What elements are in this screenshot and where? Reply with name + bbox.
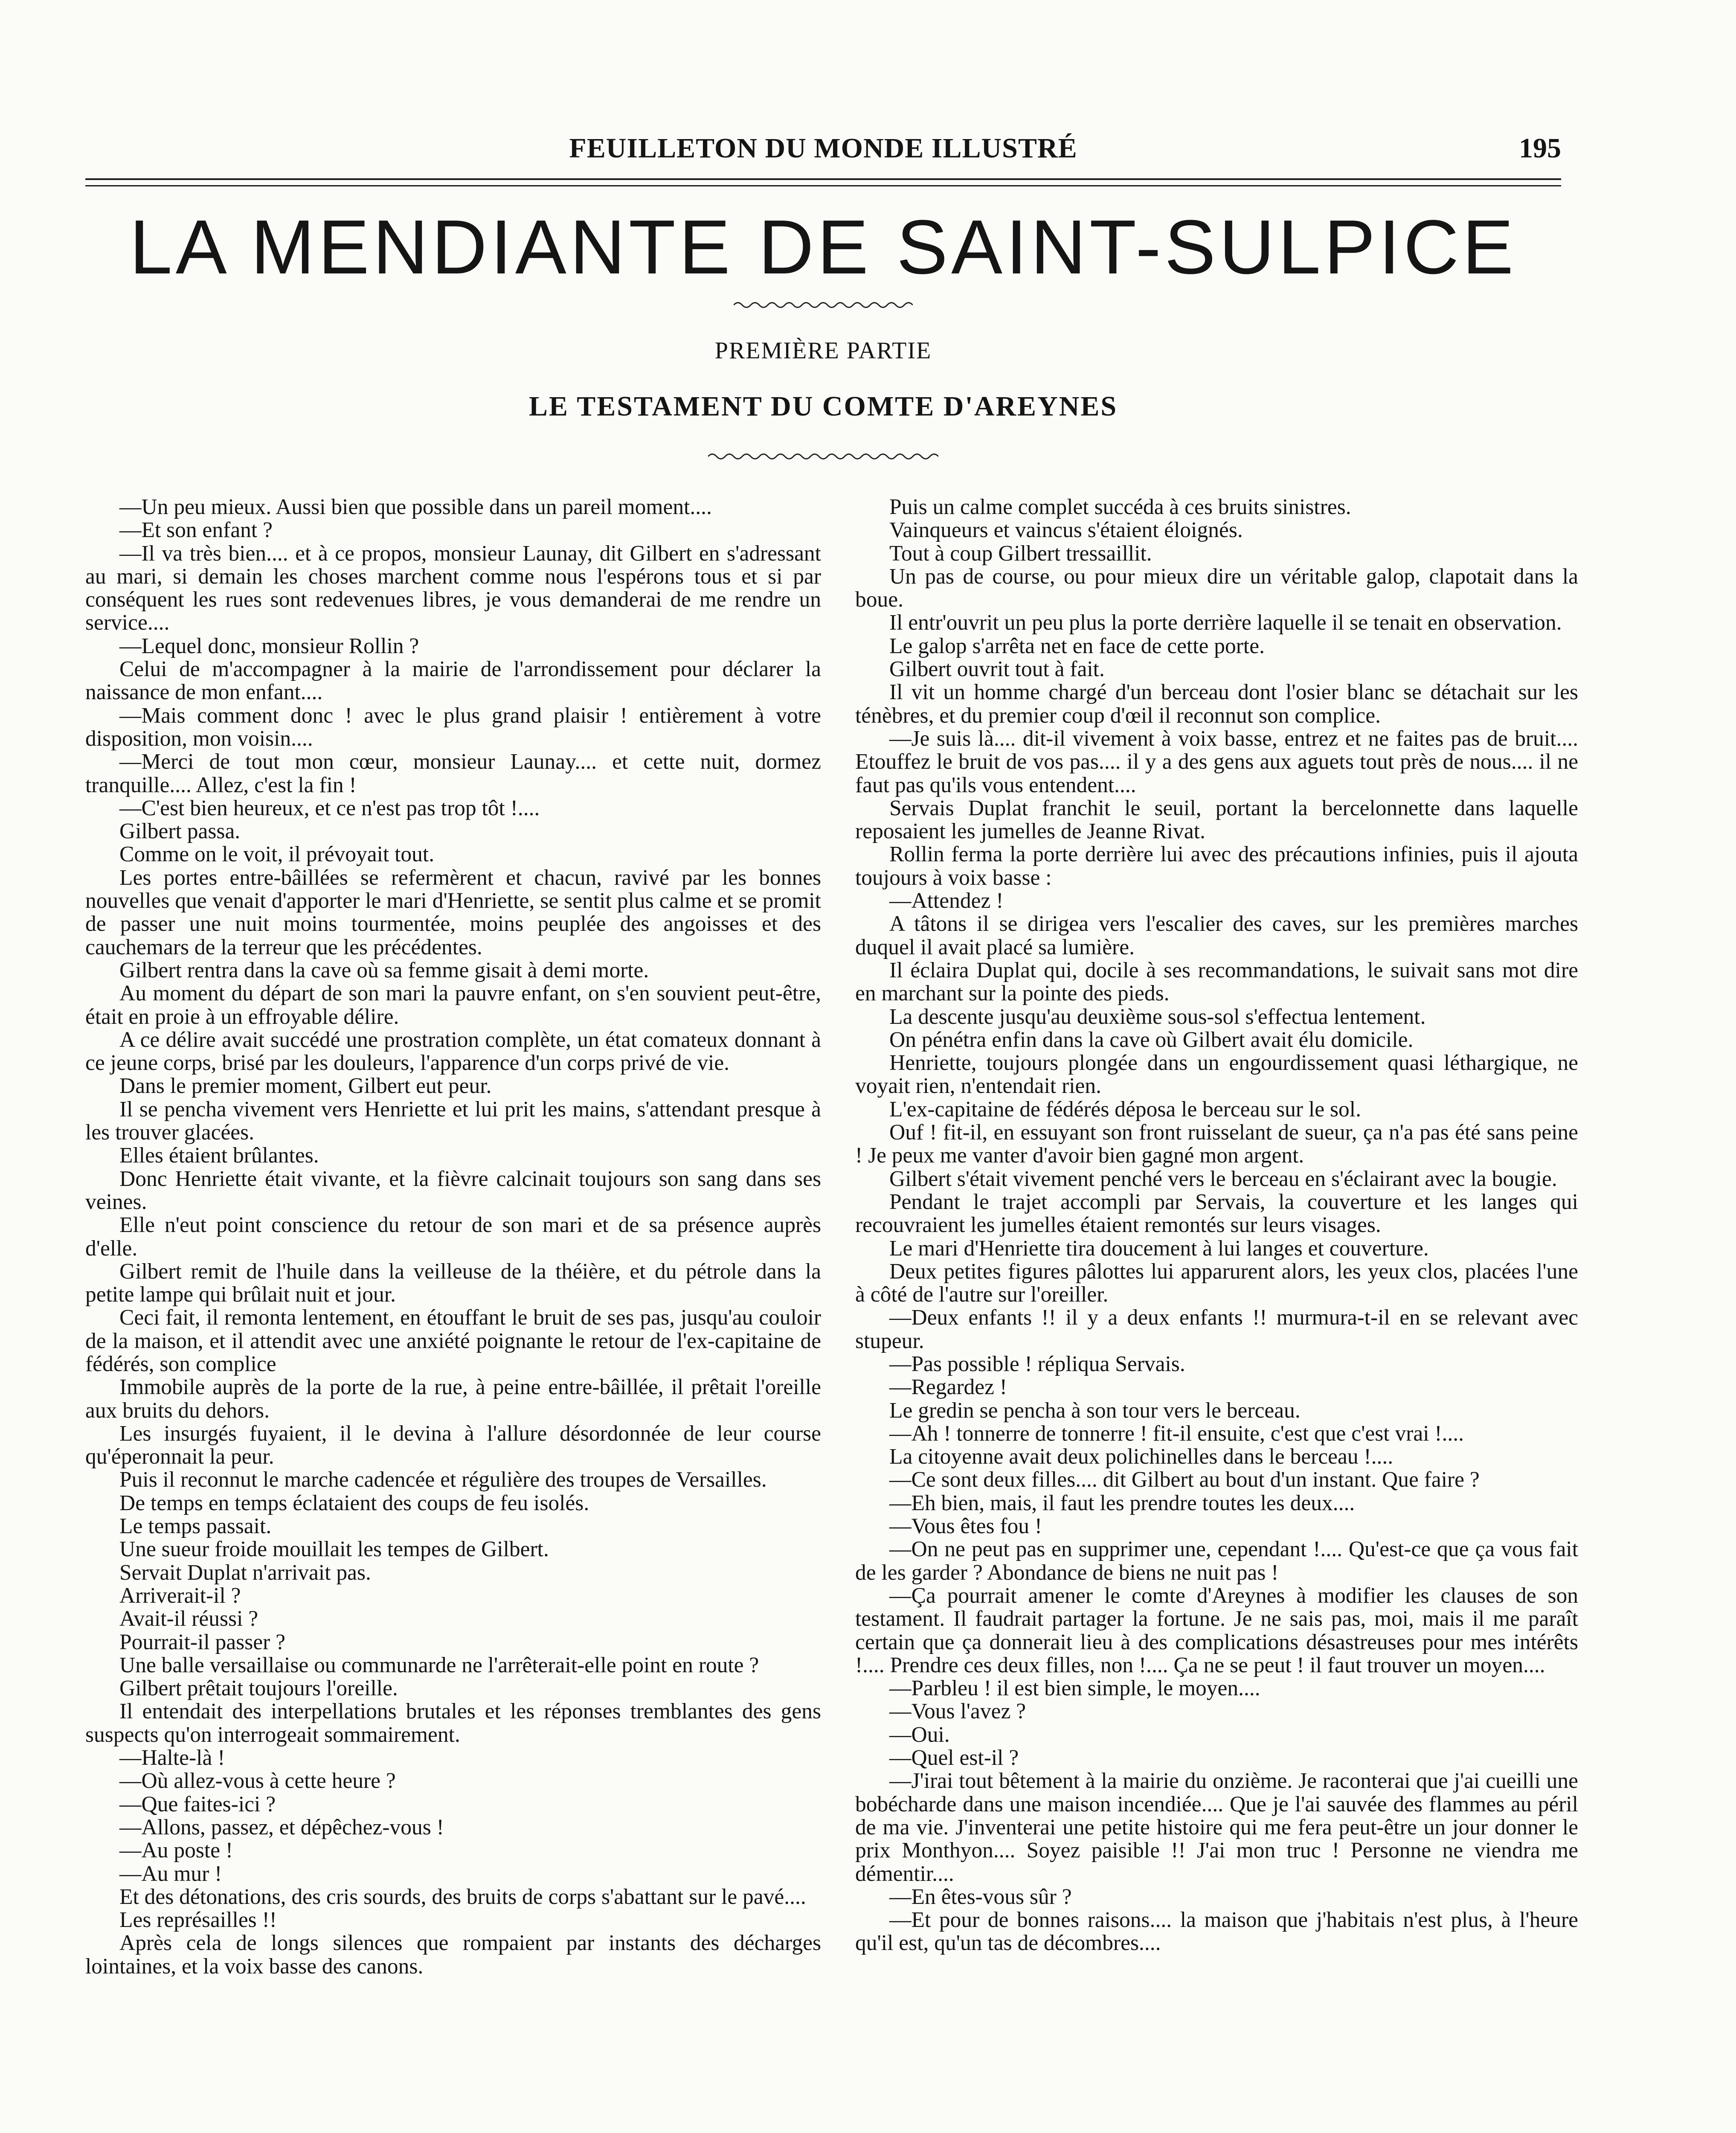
paragraph: Pourrait-il passer ? <box>119 1630 285 1654</box>
paragraph: Le galop s'arrêta net en face de cette porte. <box>889 634 1265 658</box>
paragraph: Au moment du départ de son mari la pauvre enfant, on s'en souvient peut-être, était en proie à un effroyable délire. <box>85 981 821 1029</box>
paragraph: —Que faites-ici ? <box>119 1792 276 1816</box>
paragraph: —Lequel donc, monsieur Rollin ? <box>119 634 419 658</box>
paragraph: Une balle versaillaise ou communarde ne l'arrêterait-elle point en route ? <box>119 1653 759 1677</box>
running-header <box>85 128 1561 166</box>
paragraph: La citoyenne avait deux polichinelles dans le berceau !.... <box>889 1444 1393 1469</box>
paragraph: Les portes entre-bâillées se refermèrent et chacun, ravivé par les bonnes nouvelles que venait d'apporter le mari d'Henriette, se sentit plus calme et se promit de passer une nuit moins tourmentée, moins peuplée des angoisses et des cauchemars de la terreur que les précédentes. <box>85 865 821 959</box>
paragraph: Il vit un homme chargé d'un berceau dont l'osier blanc se détachait sur les ténèbres, et du premier coup d'œil il reconnut son complice. <box>855 680 1578 728</box>
paragraph: Puis il reconnut le marche cadencée et régulière des troupes de Versailles. <box>119 1468 767 1492</box>
paragraph: —Je suis là.... dit-il vivement à voix basse, entrez et ne faites pas de bruit.... Etouffez le bruit de vos pas.... il y a des gens aux aguets tout près de nous.... il ne faut pas qu'ils vous entendent.... <box>855 726 1578 797</box>
paragraph: Avait-il réussi ? <box>119 1607 258 1631</box>
paragraph: —Halte-là ! <box>119 1746 225 1770</box>
paragraph: De temps en temps éclataient des coups de feu isolés. <box>119 1491 589 1515</box>
paragraph: Deux petites figures pâlottes lui apparurent alors, les yeux clos, placées l'une à côté de l'autre sur l'oreiller. <box>855 1259 1578 1307</box>
header-rule <box>85 178 1561 186</box>
page-number: 195 <box>1519 133 1561 164</box>
paragraph: Un pas de course, ou pour mieux dire un véritable galop, clapotait dans la boue. <box>855 564 1578 612</box>
paragraph: Dans le premier moment, Gilbert eut peur. <box>119 1074 492 1098</box>
serial-title: LA MENDIANTE DE SAINT-SULPICE <box>129 204 1517 290</box>
paragraph: Ceci fait, il remonta lentement, en étouffant le bruit de ses pas, jusqu'au couloir de la maison, et il attendit avec une anxiété poignante le retour de l'ex-capitaine de fédérés, son complice <box>85 1305 821 1376</box>
paragraph: —Regardez ! <box>889 1375 1007 1400</box>
paragraph: —J'irai tout bêtement à la mairie du onzième. Je raconterai que j'ai cueilli une bobécharde dans une maison incendiée.... Que je l'ai sauvée des flammes au péril de ma vie. J'inventerai une petite histoire qui me fera peut-être un jour donner le prix Monthyon.... Soyez paisible !! J'ai mon truc ! Personne ne viendra me démentir.... <box>855 1769 1578 1886</box>
paragraph: Tout à coup Gilbert tressaillit. <box>889 541 1152 566</box>
paragraph: —Vous l'avez ? <box>889 1699 1026 1724</box>
running-title: FEUILLETON DU MONDE ILLUSTRÉ <box>569 133 1077 164</box>
section-flourish-ornament <box>708 450 938 463</box>
paragraph: —C'est bien heureux, et ce n'est pas trop tôt !.... <box>119 796 540 820</box>
paragraph: Vainqueurs et vaincus s'étaient éloignés. <box>889 518 1243 543</box>
paragraph: Après cela de longs silences que rompaient par instants des décharges lointaines, et la voix basse des canons. <box>85 1931 821 1979</box>
paragraph: —En êtes-vous sûr ? <box>889 1884 1072 1909</box>
paragraph: —Pas possible ! répliqua Servais. <box>889 1351 1185 1376</box>
paragraph: Le gredin se pencha à son tour vers le berceau. <box>889 1398 1301 1423</box>
paragraph: —Ah ! tonnerre de tonnerre ! fit-il ensuite, c'est que c'est vrai !.... <box>889 1421 1464 1446</box>
paragraph: —Oui. <box>889 1722 950 1747</box>
paragraph: A ce délire avait succédé une prostration complète, un état comateux donnant à ce jeune corps, brisé par les douleurs, l'apparence d'un corps privé de vie. <box>85 1027 821 1075</box>
paragraph: —Vous êtes fou ! <box>889 1514 1042 1539</box>
paragraph: Pendant le trajet accompli par Servais, la couverture et les langes qui recouvraient les jumelles étaient remontés sur leurs visages. <box>855 1189 1578 1238</box>
paragraph: Gilbert passa. <box>119 819 241 844</box>
paragraph: A tâtons il se dirigea vers l'escalier des caves, sur les premières marches duquel il avait placé sa lumière. <box>855 912 1578 959</box>
paragraph: Il entendait des interpellations brutales et les réponses tremblantes des gens suspects qu'on interrogeait sommairement. <box>85 1699 821 1747</box>
paragraph: Immobile auprès de la porte de la rue, à peine entre-bâillée, il prêtait l'oreille aux bruits du dehors. <box>85 1375 821 1423</box>
left-text-column <box>85 496 821 1978</box>
paragraph: —Allons, passez, et dépêchez-vous ! <box>119 1815 444 1839</box>
paragraph: Et des détonations, des cris sourds, des bruits de corps s'abattant sur le pavé.... <box>119 1884 806 1909</box>
paragraph: Il se pencha vivement vers Henriette et lui prit les mains, s'attendant presque à les trouver glacées. <box>85 1097 821 1145</box>
paragraph: Servais Duplat franchit le seuil, portant la bercelonnette dans laquelle reposaient les jumelles de Jeanne Rivat. <box>855 796 1578 844</box>
paragraph: —Il va très bien.... et à ce propos, monsieur Launay, dit Gilbert en s'adressant au mari, si demain les choses marchent comme nous l'espérons tous et si par conséquent les rues sont redevenues libres, je vous demanderai de me rendre un service.... <box>85 541 821 635</box>
paragraph: Henriette, toujours plongée dans un engourdissement quasi léthargique, ne voyait rien, n'entendait rien. <box>855 1051 1578 1098</box>
paragraph: —Eh bien, mais, il faut les prendre toutes les deux.... <box>889 1491 1355 1515</box>
paragraph: Gilbert rentra dans la cave où sa femme gisait à demi morte. <box>119 958 649 982</box>
paragraph: Rollin ferma la porte derrière lui avec des précautions infinies, puis il ajouta toujours à voix basse : <box>855 842 1578 890</box>
paragraph: —Au poste ! <box>119 1838 233 1863</box>
paragraph: —Ça pourrait amener le comte d'Areynes à modifier les clauses de son testament. Il faudrait partager la fortune. Je ne sais pas, moi, mais il me paraît certain que ça donnerait lieu à des complications désastreuses pour mes intérêts !.... Prendre ces deux filles, non !.... Ça ne se peut ! il faut trouver un moyen.... <box>855 1583 1578 1677</box>
right-text-column <box>855 496 1578 1955</box>
paragraph: L'ex-capitaine de fédérés déposa le berceau sur le sol. <box>889 1097 1361 1122</box>
paragraph: Elle n'eut point conscience du retour de son mari et de sa présence auprès d'elle. <box>85 1213 821 1261</box>
paragraph: Puis un calme complet succéda à ces bruits sinistres. <box>889 495 1351 519</box>
paragraph: Une sueur froide mouillait les tempes de Gilbert. <box>119 1537 549 1562</box>
paragraph: —Au mur ! <box>119 1861 222 1886</box>
paragraph: —On ne peut pas en supprimer une, cependant !.... Qu'est-ce que ça vous fait de les garder ? Abondance de biens ne nuit pas ! <box>855 1537 1578 1585</box>
paragraph: Les représailles !! <box>119 1908 277 1932</box>
paragraph: —Ce sont deux filles.... dit Gilbert au bout d'un instant. Que faire ? <box>889 1468 1480 1492</box>
paragraph: Gilbert s'était vivement penché vers le berceau en s'éclairant avec la bougie. <box>889 1166 1557 1191</box>
paragraph: —Quel est-il ? <box>889 1746 1019 1770</box>
paragraph: —Parbleu ! il est bien simple, le moyen.... <box>889 1676 1260 1701</box>
paragraph: Les insurgés fuyaient, il le devina à l'allure désordonnée de leur course qu'éperonnait la peur. <box>85 1421 821 1469</box>
paragraph: —Et pour de bonnes raisons.... la maison que j'habitais n'est plus, à l'heure qu'il est, qu'un tas de décombres.... <box>855 1908 1578 1956</box>
paragraph: —Deux enfants !! il y a deux enfants !! murmura-t-il en se relevant avec stupeur. <box>855 1305 1578 1353</box>
paragraph: Il entr'ouvrit un peu plus la porte derrière laquelle il se tenait en observation. <box>889 610 1562 635</box>
paragraph: —Merci de tout mon cœur, monsieur Launay.... et cette nuit, dormez tranquille.... Allez, c'est la fin ! <box>85 750 821 797</box>
paragraph: Comme on le voit, il prévoyait tout. <box>119 842 435 867</box>
paragraph: —Mais comment donc ! avec le plus grand plaisir ! entièrement à votre disposition, mon voisin.... <box>85 703 821 751</box>
paragraph: Gilbert ouvrit tout à fait. <box>889 657 1105 682</box>
paragraph: Il éclaira Duplat qui, docile à ses recommandations, le suivait sans mot dire en marchant sur la pointe des pieds. <box>855 958 1578 1006</box>
paragraph: —Un peu mieux. Aussi bien que possible dans un pareil moment.... <box>119 495 712 519</box>
paragraph: Ouf ! fit-il, en essuyant son front ruisselant de sueur, ça n'a pas été sans peine ! Je peux me vanter d'avoir bien gagné mon argent. <box>855 1120 1578 1168</box>
section-heading: LE TESTAMENT DU COMTE D'AREYNES <box>528 391 1118 422</box>
paragraph: Servait Duplat n'arrivait pas. <box>119 1560 371 1585</box>
title-flourish-ornament <box>734 299 913 311</box>
paragraph: —Attendez ! <box>889 889 1004 913</box>
paragraph: —Et son enfant ? <box>119 518 273 543</box>
paragraph: La descente jusqu'au deuxième sous-sol s'effectua lentement. <box>889 1004 1426 1029</box>
paragraph: Donc Henriette était vivante, et la fièvre calcinait toujours son sang dans ses veines. <box>85 1166 821 1214</box>
paragraph: —Où allez-vous à cette heure ? <box>119 1769 396 1793</box>
paragraph: Celui de m'accompagner à la mairie de l'arrondissement pour déclarer la naissance de mon enfant.... <box>85 657 821 705</box>
paragraph: Le temps passait. <box>119 1514 272 1539</box>
paragraph: Gilbert remit de l'huile dans la veilleuse de la théière, et du pétrole dans la petite lampe qui brûlait nuit et jour. <box>85 1259 821 1307</box>
paragraph: On pénétra enfin dans la cave où Gilbert avait élu domicile. <box>889 1027 1414 1052</box>
part-heading: PREMIÈRE PARTIE <box>714 337 932 364</box>
paragraph: Gilbert prêtait toujours l'oreille. <box>119 1676 398 1701</box>
paragraph: Arriverait-il ? <box>119 1583 241 1608</box>
paragraph: Le mari d'Henriette tira doucement à lui langes et couverture. <box>889 1236 1429 1261</box>
paragraph: Elles étaient brûlantes. <box>119 1143 319 1168</box>
